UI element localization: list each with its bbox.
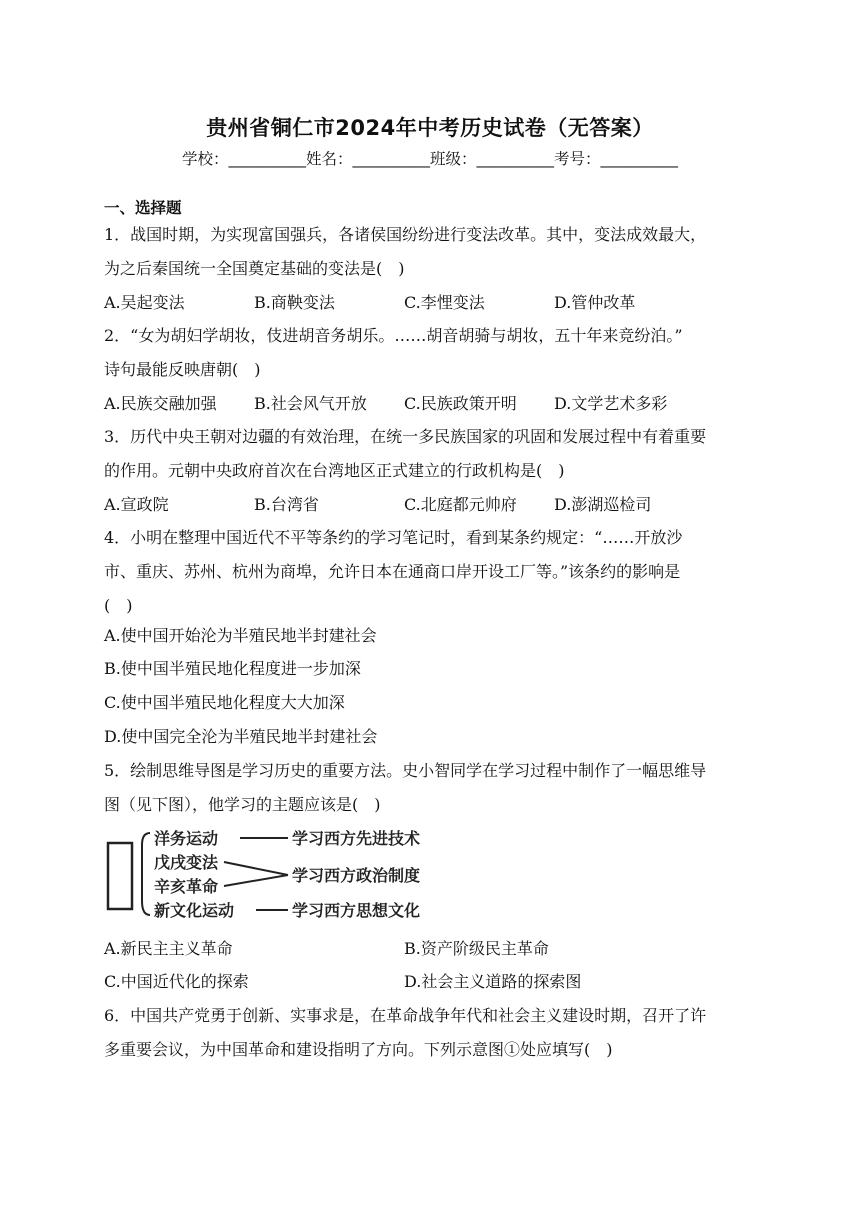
mindmap-right-item-2: 学习西方政治制度 [292, 866, 421, 885]
mindmap-connector-2 [224, 862, 288, 875]
question-5-line-1: 5．绘制思维导图是学习历史的重要方法。史小智同学在学习过程中制作了一幅思维导 [104, 761, 707, 780]
question-4-line-2: 市、重庆、苏州、杭州为商埠，允许日本在通商口岸开设工厂等。”该条约的影响是 [104, 562, 681, 581]
question-1-option-c: C.李悝变法 [404, 293, 485, 312]
question-4-option-a: A.使中国开始沦为半殖民地半封建社会 [104, 626, 377, 645]
question-5-option-a: A.新民主主义革命 [104, 939, 233, 958]
question-3-line-2: 的作用。元朝中央政府首次在台湾地区正式建立的行政机构是( ) [104, 461, 565, 480]
question-4-option-d: D.使中国完全沦为半殖民地半封建社会 [104, 727, 378, 746]
question-5-option-d: D.社会主义道路的探索图 [404, 972, 582, 991]
question-4-line-3: ( ) [104, 596, 133, 615]
question-1-line-2: 为之后秦国统一全国奠定基础的变法是( ) [104, 259, 405, 278]
mindmap-connector-3 [224, 875, 288, 886]
mindmap-left-item-1: 洋务运动 [154, 829, 219, 848]
question-1-option-d: D.管仲改革 [554, 293, 636, 312]
question-2-line-1: 2．“女为胡妇学胡妆，伎进胡音务胡乐。……胡音胡骑与胡妆，五十年来竞纷泊。” [104, 326, 683, 345]
question-4-line-1: 4．小明在整理中国近代不平等条约的学习笔记时，看到某条约规定：“……开放沙 [104, 528, 683, 547]
page-title: 贵州省铜仁市2024年中考历史试卷（无答案） [206, 116, 654, 140]
question-1-option-a: A.吴起变法 [104, 293, 185, 312]
question-3-option-d: D.澎湖巡检司 [554, 495, 652, 514]
question-5-line-2: 图（见下图），他学习的主题应该是( ) [104, 795, 381, 814]
question-6-line-1: 6．中国共产党勇于创新、实事求是，在革命战争年代和社会主义建设时期，召开了许 [104, 1006, 707, 1025]
question-3-option-a: A.宣政院 [104, 495, 169, 514]
question-4-option-b: B.使中国半殖民地化程度进一步加深 [104, 659, 361, 678]
mindmap-left-item-2: 戊戌变法 [154, 853, 219, 872]
question-2-line-2: 诗句最能反映唐朝( ) [104, 360, 261, 379]
mindmap-right-item-3: 学习西方思想文化 [292, 901, 421, 920]
question-2-option-a: A.民族交融加强 [104, 394, 217, 413]
question-4-option-c: C.使中国半殖民地化程度大大加深 [104, 693, 345, 712]
question-6-line-2: 多重要会议，为中国革命和建设指明了方向。下列示意图①处应填写( ) [104, 1040, 613, 1059]
mindmap-topic-box [108, 843, 132, 909]
question-1-option-b: B.商鞅变法 [254, 293, 335, 312]
question-3-option-c: C.北庭都元帅府 [404, 495, 517, 514]
question-2-option-d: D.文学艺术多彩 [554, 394, 668, 413]
mindmap-right-item-1: 学习西方先进技术 [292, 829, 421, 848]
mindmap-brace [142, 833, 150, 915]
question-3-line-1: 3．历代中央王朝对边疆的有效治理，在统一多民族国家的巩固和发展过程中有着重要 [104, 427, 707, 446]
question-1-line-1: 1．战国时期，为实现富国强兵，各诸侯国纷纷进行变法改革。其中，变法成效最大， [104, 225, 707, 244]
mindmap-left-item-4: 新文化运动 [154, 901, 235, 920]
student-info-line: 学校：__________姓名：__________班级：__________考号：__________ [181, 150, 678, 168]
question-5-option-c: C.中国近代化的探索 [104, 972, 249, 991]
mindmap-left-item-3: 辛亥革命 [154, 877, 219, 896]
question-3-option-b: B.台湾省 [254, 495, 319, 514]
question-2-option-c: C.民族政策开明 [404, 394, 517, 413]
mindmap-figure [104, 823, 449, 923]
section-heading: 一、选择题 [104, 199, 182, 217]
question-2-option-b: B.社会风气开放 [254, 394, 367, 413]
question-5-option-b: B.资产阶级民主革命 [404, 939, 549, 958]
